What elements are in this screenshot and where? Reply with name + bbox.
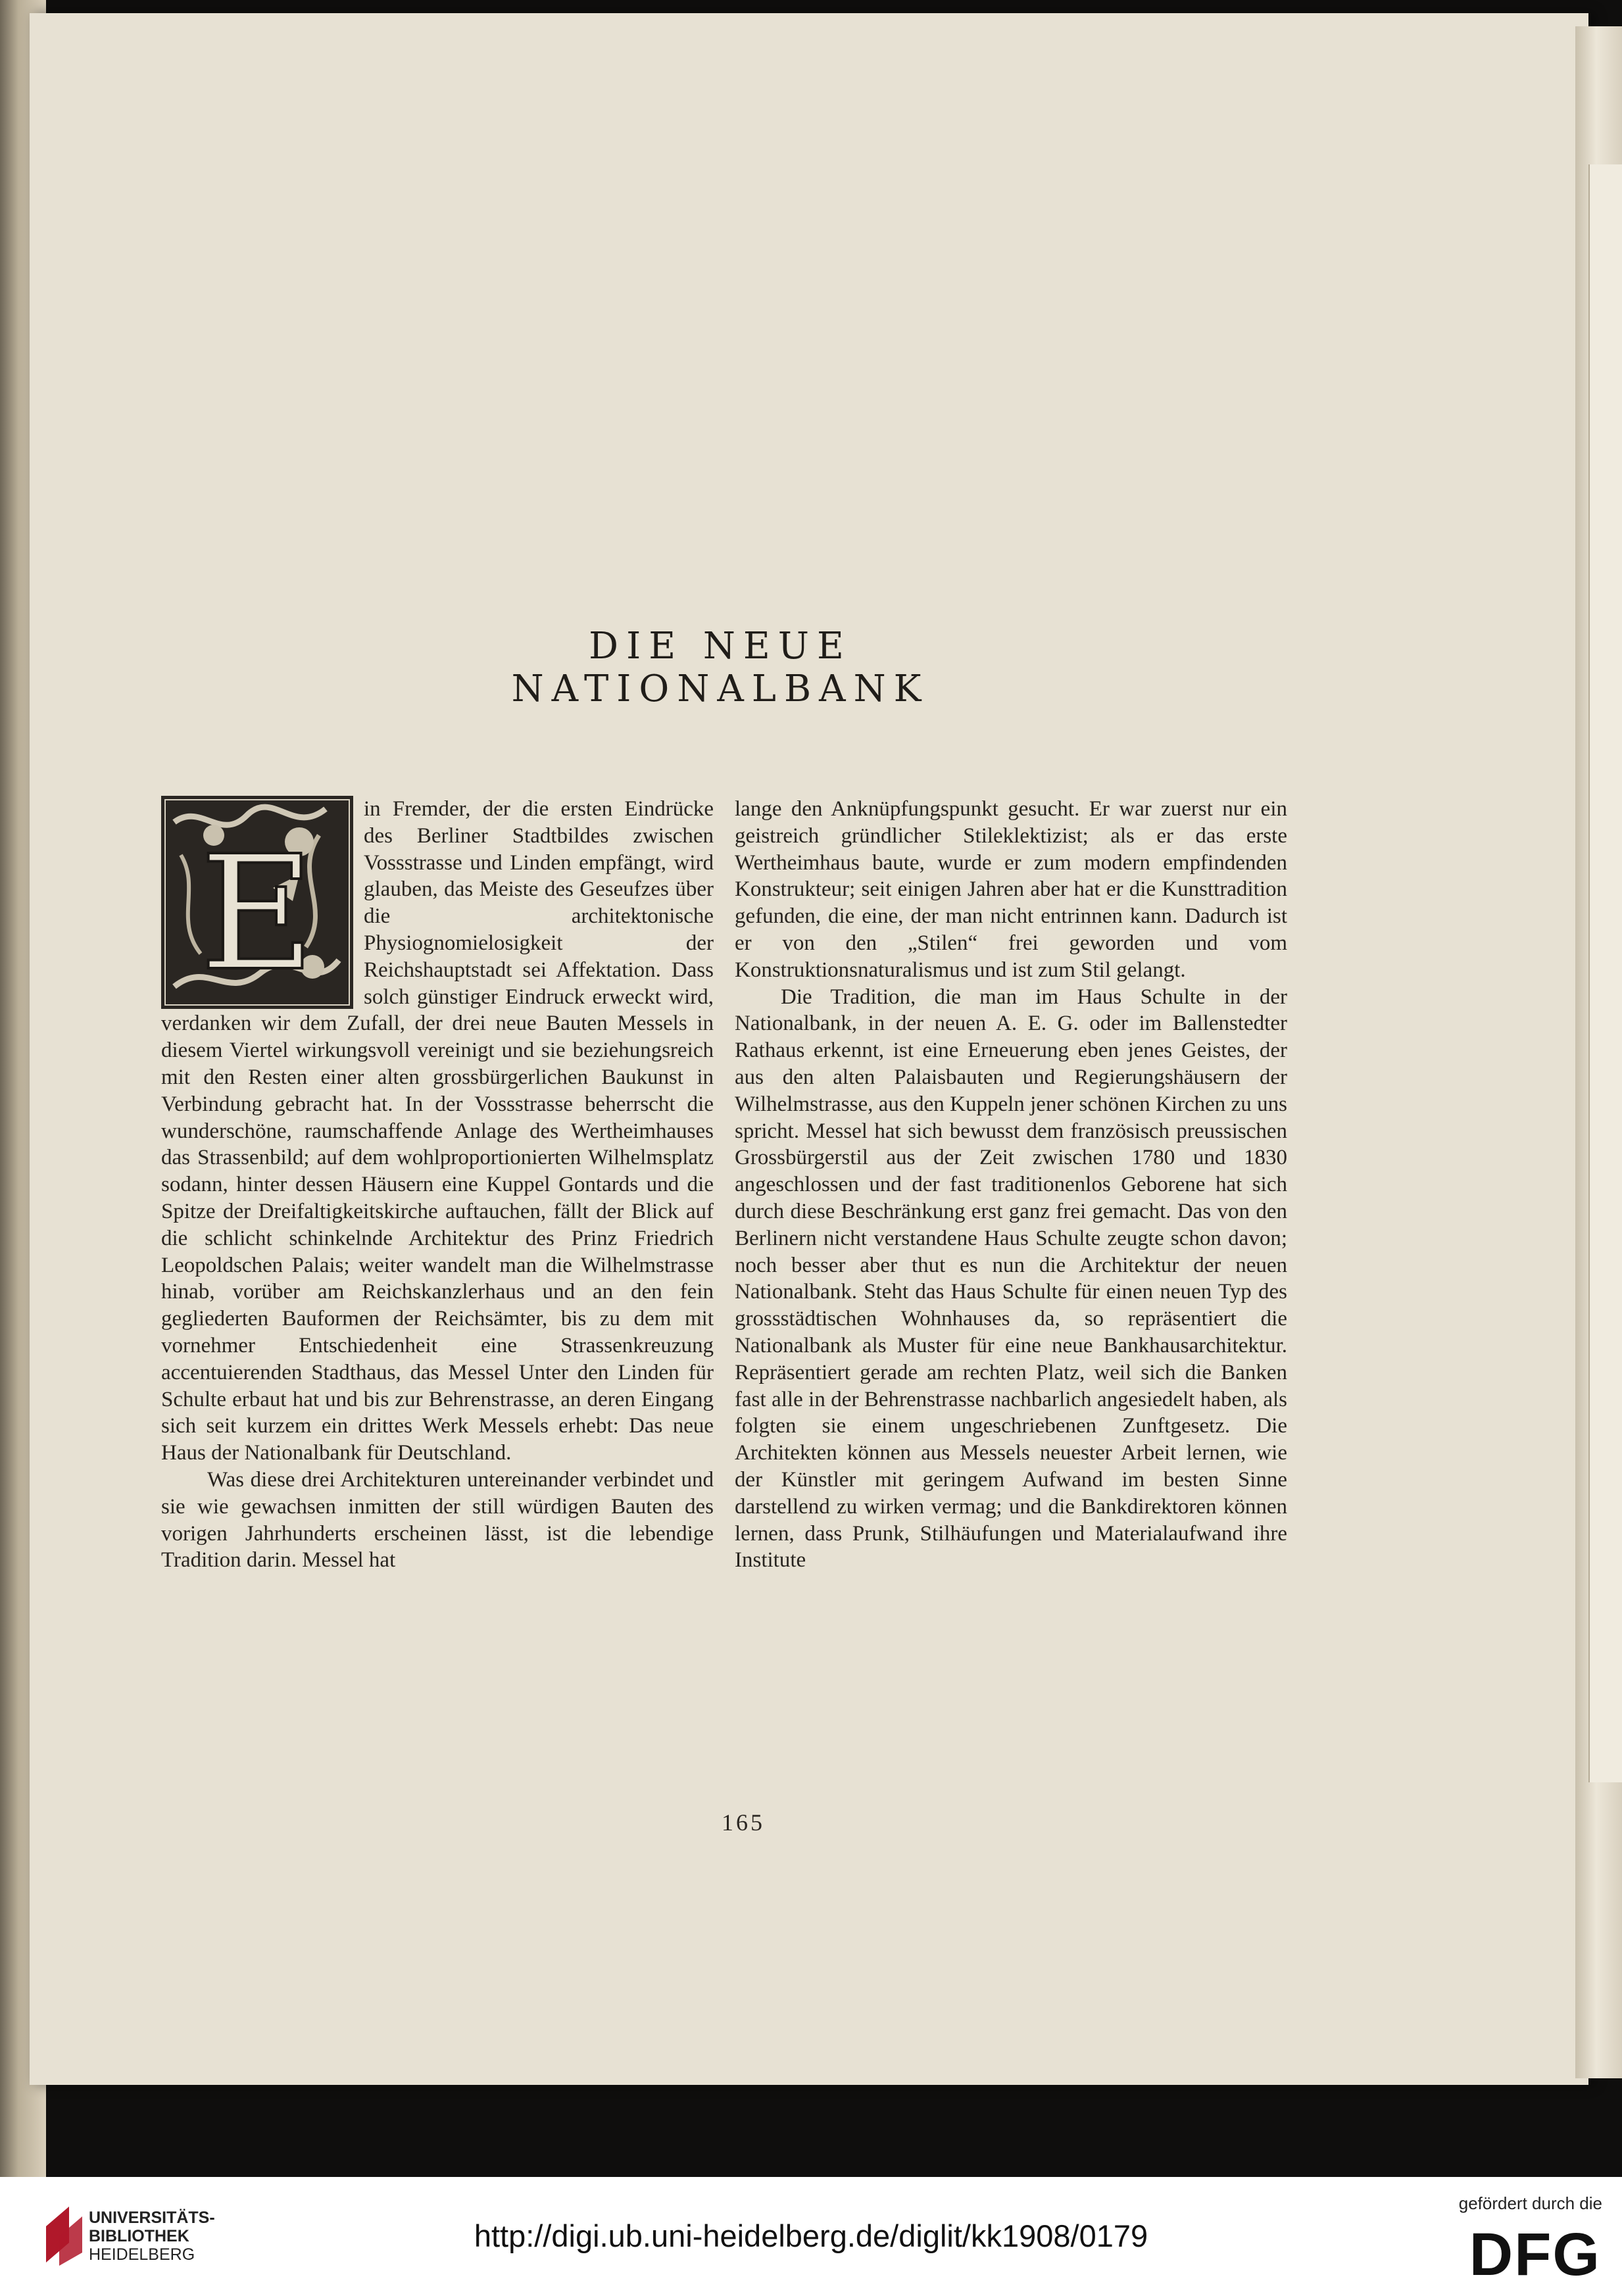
left-paragraph-1: in Fremder, der die ersten Eindrücke des Berliner Stadtbildes zwischen Vossstrasse und Linden empfängt, wird glauben, das Meiste des Geseufzes über die architektonische Physiognomielosigkeit der Reichshauptstadt sei Affektation. Dass solch günstiger Eindruck erweckt wird, verdanken wir dem Zufall, der drei neue Bauten Messels in diesem Viertel wirkungsvoll vereinigt und sie beziehungsreich mit den Resten einer alten grossbürgerlichen Baukunst in Verbindung gebracht hat. In der Vossstrasse beherrscht die wunderschöne, raumschaffende Anlage des Wertheimhauses das Strassenbild; auf dem wohlproportionierten Wilhelmsplatz sodann, hinter dessen Häusern eine Kuppel Gontards und die Spitze der Dreifaltigkeitskirche auftauchen, fällt der Blick auf die schlicht schinkelnde Architektur des Prinz Friedrich Leopoldschen Palais; weiter wandelt man die Wilhelmstrasse hinab, vorüber am Reichskanzlerhaus und an den fein gegliederten Bauformen der Reichsämter, bis zu dem mit vornehmer Entschiedenheit eine Strassenkreuzung accentuierenden Stadthaus, das Messel Unter den Linden für Schulte erbaut hat und bis zur Behrenstrasse, an deren Eingang sich seit kurzem ein drittes Werk Messels erhebt: Das neue Haus der Nationalbank für Deutschland. [161,797,714,1465]
sponsor-caption: gefördert durch die [1458,2193,1602,2213]
digitization-footer [0,2177,1622,2296]
ornament-initial-icon [161,796,353,1009]
right-text-column [735,796,1287,1574]
left-text-column [161,796,714,1574]
initial-letter-text: E [199,821,315,1006]
library-line-1: UNIVERSITÄTS- [89,2209,215,2227]
inserted-sheet-edge [1588,164,1622,1782]
library-line-3: HEIDELBERG [89,2245,195,2264]
article-title: DIE NEUE NATIONALBANK [511,625,929,710]
page-number: 165 [722,1809,765,1836]
left-paragraph-2: Was diese drei Architekturen untereinander verbindet und sie wie gewachsen inmitten der still würdigen Bauten des vorigen Jahrhunderts erscheinen lässt, ist die lebendige Tradition darin. Messel hat [161,1467,714,1573]
library-line-2: BIBLIOTHEK [89,2227,189,2245]
right-paragraph-2: Die Tradition, die man im Haus Schulte in der Nationalbank, in der neuen A. E. G. oder im Ballenstedter Rathaus erkennt, ist eine Erneuerung eben jenes Geistes, der aus den alten Palaisbauten und Regierungshäusern der Wilhelmstrasse, aus den Kuppeln jener schönen Kirchen zu uns spricht. Messel hat sich bewusst dem französisch preussischen Grossbürgerstil aus der Zeit zwischen 1780 und 1830 angeschlossen und der fast traditionenlos Geborene hat sich durch diese Beschränkung erst ganz frei gemacht. Das von den Berlinern nicht verstandene Haus Schulte zeugte schon davon; noch besser aber thut es nun die Architektur der neuen Nationalbank. Steht das Haus Schulte für einen neuen Typ des grossstädtischen Wohnhauses da, so repräsentiert die Nationalbank als Muster für eine neue Bankhausarchitektur. Repräsentiert gerade am rechten Platz, weil sich die Banken fast alle in der Behrenstrasse nachbarlich angesiedelt haben, als folgten sie einem ungeschriebenen Zunftgesetz. Die Architekten können aus Messels neuester Arbeit lernen, wie der Künstler mit geringem Aufwand im besten Sinne darstellend zu wirken vermag; und die Bankdirektoren können lernen, dass Prunk, Stilhäufungen und Materialaufwand ihre Institute [735,985,1287,1573]
permalink-url[interactable]: http://digi.ub.uni-heidelberg.de/diglit/kk1908/0179 [474,2218,1148,2253]
right-paragraph-1: lange den Anknüpfungspunkt gesucht. Er war zuerst nur ein geistreich gründlicher Stileklektizist; als er das erste Wertheimhaus baute, wurde er zum modern empfindenden Konstrukteur; seit einigen Jahren aber hat er die Kunsttradition gefunden, die eine, der man nicht entrinnen kann. Dadurch ist er von den „Stilen“ frei geworden und vom Konstruktionsnaturalismus und ist zum Stil gelangt. [735,797,1287,982]
dfg-logo[interactable]: DFG [1469,2221,1601,2288]
decorated-initial-e [161,796,353,1009]
